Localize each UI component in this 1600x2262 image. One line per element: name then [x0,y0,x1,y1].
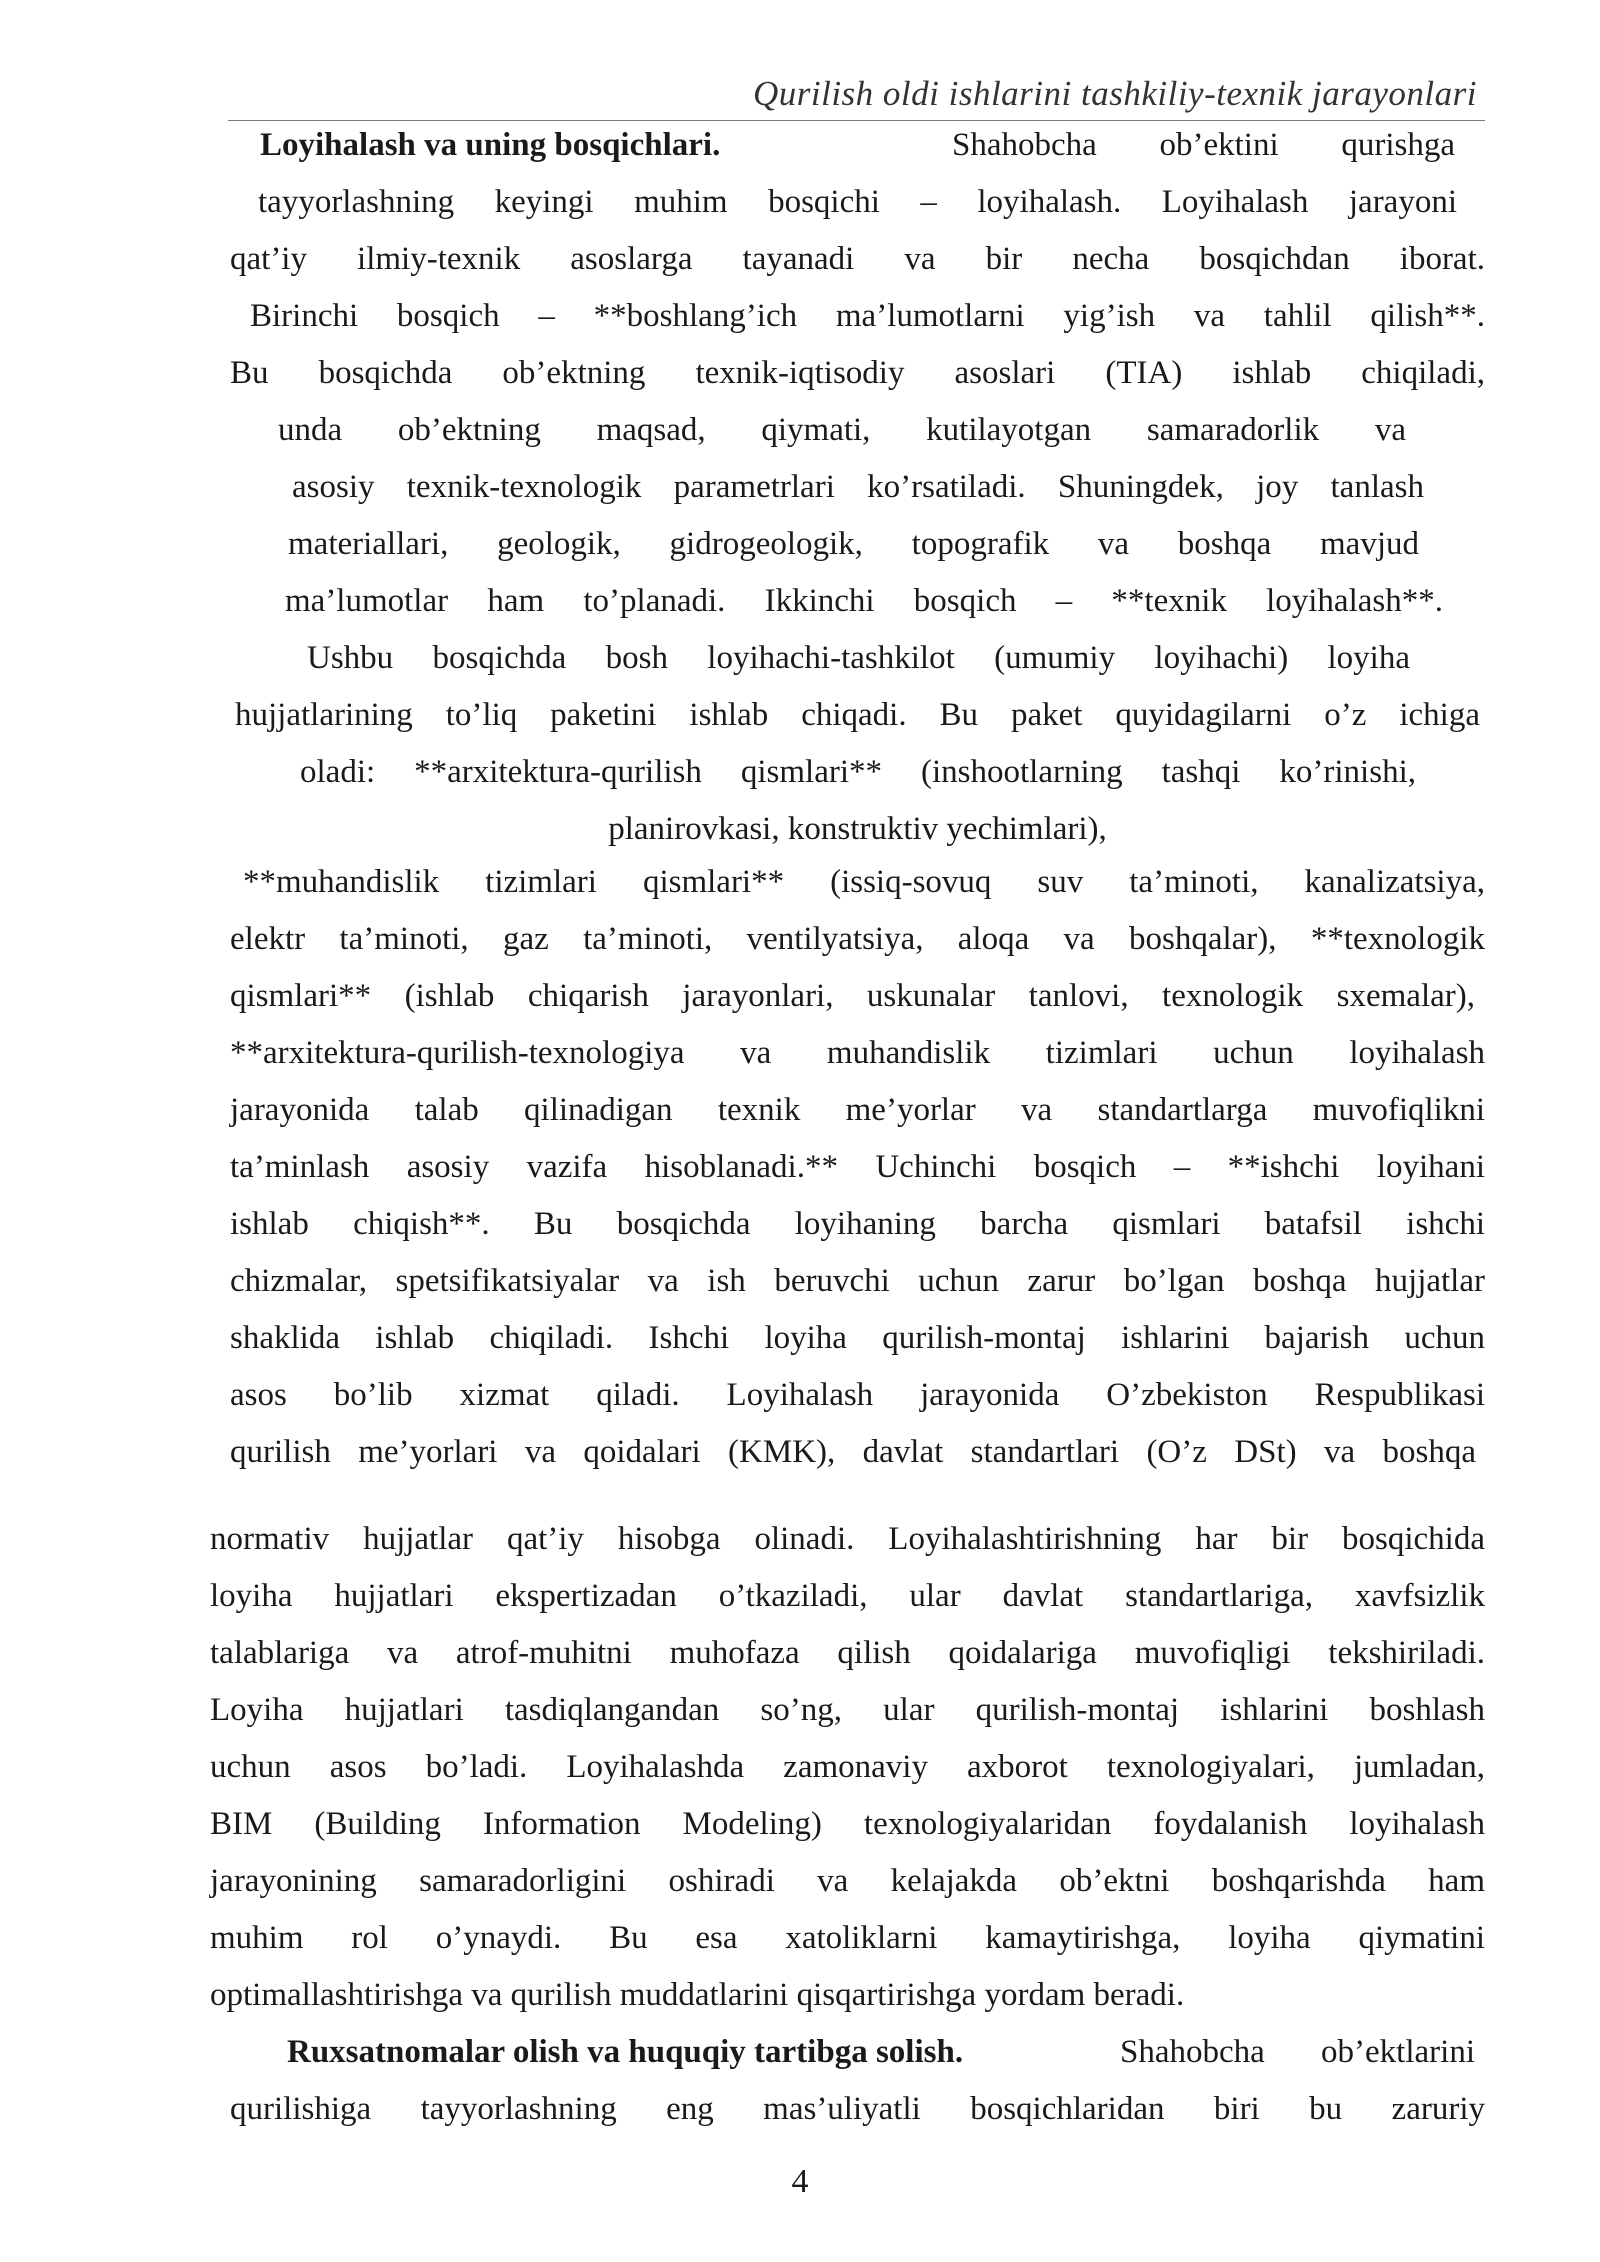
paragraph-line: Ushbu bosqichda bosh loyihachi-tashkilot (umumiy loyihachi) loyiha [307,640,1410,676]
paragraph-line: uchun asos bo’ladi. Loyihalashda zamonaviy axborot texnologiyalari, jumladan, [210,1749,1485,1785]
paragraph-line: optimallashtirishga va qurilish muddatlarini qisqartirishga yordam beradi. [210,1977,1185,2013]
paragraph-line: hujjatlarining to’liq paketini ishlab chiqadi. Bu paket quyidagilarni o’z ichiga [235,697,1480,733]
paragraph-line: Shahobcha ob’ektini qurishga [952,127,1455,163]
paragraph-line: loyiha hujjatlari ekspertizadan o’tkaziladi, ular davlat standartlariga, xavfsizlik [210,1578,1485,1614]
paragraph-line: asos bo’lib xizmat qiladi. Loyihalash jarayonida O’zbekiston Respublikasi [230,1377,1485,1413]
paragraph-line: qurilishiga tayyorlashning eng mas’uliyatli bosqichlaridan biri bu zaruriy [230,2091,1485,2127]
paragraph-line: materiallari, geologik, gidrogeologik, topografik va boshqa mavjud [288,526,1419,562]
paragraph-line: qurilish me’yorlari va qoidalari (KMK), davlat standartlari (O’z DSt) va boshqa [230,1434,1476,1470]
paragraph-line: oladi: **arxitektura-qurilish qismlari** (inshootlarning tashqi ko’rinishi, [300,754,1416,790]
paragraph-line: Birinchi bosqich – **boshlang’ich ma’lumotlarni yig’ish va tahlil qilish**. [250,298,1485,334]
section-heading-ruxsatnomalar: Ruxsatnomalar olish va huquqiy tartibga solish. [287,2034,964,2070]
paragraph-line: qismlari** (ishlab chiqarish jarayonlari, uskunalar tanlovi, texnologik sxemalar), [230,978,1475,1014]
paragraph-line: **muhandislik tizimlari qismlari** (issiq-sovuq suv ta’minoti, kanalizatsiya, [243,864,1485,900]
paragraph-line: unda ob’ektning maqsad, qiymati, kutilayotgan samaradorlik va [278,412,1406,448]
paragraph-line: Bu bosqichda ob’ektning texnik-iqtisodiy asoslari (TIA) ishlab chiqiladi, [230,355,1485,391]
page-number: 4 [791,2163,809,2200]
paragraph-line: **arxitektura-qurilish-texnologiya va muhandislik tizimlari uchun loyihalash [230,1035,1485,1071]
paragraph-line: jarayonining samaradorligini oshiradi va kelajakda ob’ektni boshqarishda ham [210,1863,1485,1899]
running-header: Qurilish oldi ishlarini tashkiliy-texnik jarayonlari [752,74,1477,113]
paragraph-line: muhim rol o’ynaydi. Bu esa xatoliklarni kamaytirishga, loyiha qiymatini [210,1920,1485,1956]
header-divider [228,120,1485,121]
paragraph-line: asosiy texnik-texnologik parametrlari ko’rsatiladi. Shuningdek, joy tanlash [292,469,1424,505]
paragraph-line: ta’minlash asosiy vazifa hisoblanadi.** Uchinchi bosqich – **ishchi loyihani [230,1149,1485,1185]
paragraph-line: elektr ta’minoti, gaz ta’minoti, ventilyatsiya, aloqa va boshqalar), **texnologik [230,921,1485,957]
paragraph-line: qat’iy ilmiy-texnik asoslarga tayanadi va bir necha bosqichdan iborat. [230,241,1485,277]
paragraph-line: talablariga va atrof-muhitni muhofaza qilish qoidalariga muvofiqligi tekshiriladi. [210,1635,1485,1671]
paragraph-line: normativ hujjatlar qat’iy hisobga olinadi. Loyihalashtirishning har bir bosqichida [210,1521,1485,1557]
paragraph-line: planirovkasi, konstruktiv yechimlari), [608,811,1107,847]
paragraph-line: BIM (Building Information Modeling) texnologiyalaridan foydalanish loyihalash [210,1806,1485,1842]
paragraph-line: shaklida ishlab chiqiladi. Ishchi loyiha qurilish-montaj ishlarini bajarish uchun [230,1320,1485,1356]
paragraph-line: Loyiha hujjatlari tasdiqlangandan so’ng, ular qurilish-montaj ishlarini boshlash [210,1692,1485,1728]
paragraph-line: Shahobcha ob’ektlarini [1120,2034,1475,2070]
paragraph-line: chizmalar, spetsifikatsiyalar va ish beruvchi uchun zarur bo’lgan boshqa hujjatlar [230,1263,1485,1299]
paragraph-line: ishlab chiqish**. Bu bosqichda loyihaning barcha qismlari batafsil ishchi [230,1206,1485,1242]
paragraph-line: ma’lumotlar ham to’planadi. Ikkinchi bosqich – **texnik loyihalash**. [285,583,1443,619]
paragraph-line: jarayonida talab qilinadigan texnik me’yorlar va standartlarga muvofiqlikni [230,1092,1485,1128]
section-heading-loyihalash: Loyihalash va uning bosqichlari. [260,127,721,163]
paragraph-line: tayyorlashning keyingi muhim bosqichi – loyihalash. Loyihalash jarayoni [258,184,1457,220]
